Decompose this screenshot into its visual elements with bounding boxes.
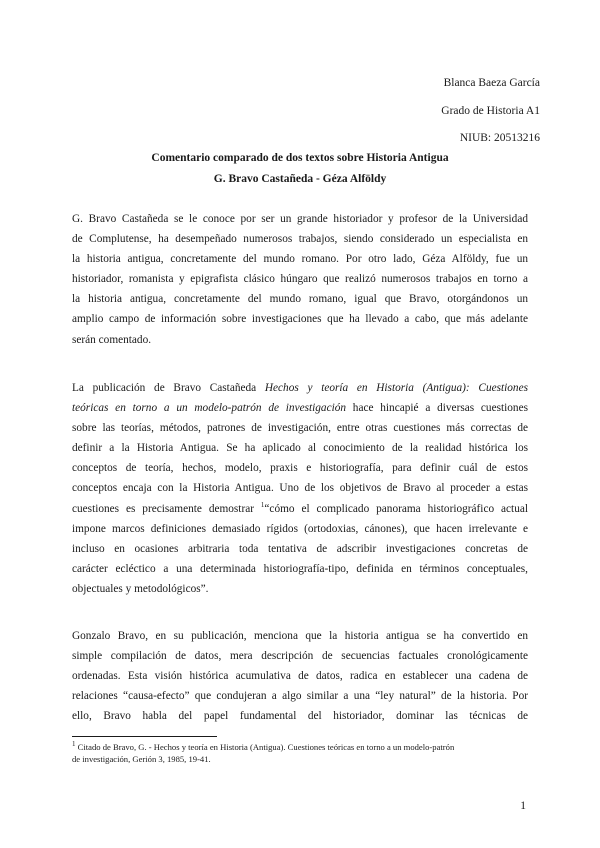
text-line: simple compilación de datos, mera descripción de secuencias factuales cronológicamente [72, 650, 528, 663]
text-line: ello, Bravo habla del papel fundamental del historiador, dominar las técnicas de [72, 710, 528, 723]
paragraph-2 [72, 378, 528, 599]
text-line: incluso en ocasiones arbitraria toda tentativa de adscribir investigaciones concretas de [72, 542, 528, 555]
author-name: Blanca Baeza García [443, 77, 540, 89]
footnote [72, 741, 528, 753]
text-line: carácter ecléctico a una determinada historiografía-tipo, definida en términos conceptuales, [72, 562, 528, 575]
text-line [72, 378, 528, 398]
text-line: la historia antigua, concretamente del mundo romano, igual que Bravo, otorgándonos un [72, 293, 528, 306]
student-id: NIUB: 20513216 [459, 132, 540, 144]
text-run: cuestiones es precisamente demostrar [72, 502, 261, 515]
text-line: de Complutense, ha desempeñado numerosos trabajos, siendo considerado un especialista en [72, 233, 528, 246]
document-title: Comentario comparado de dos textos sobre Historia Antigua [151, 152, 449, 164]
text-line: G. Bravo Castañeda se le conoce por ser un grande historiador y profesor de la Universidad [72, 213, 528, 225]
footnote-continuation: de investigación, Gerión 3, 1985, 19-41. [72, 754, 211, 764]
document-subtitle: G. Bravo Castañeda - Géza Alföldy [213, 173, 387, 185]
book-title-part-1: Hechos y teoría en Historia (Antigua): Cuestiones [264, 382, 528, 394]
text-line: objectuales y metodológicos”. [72, 582, 209, 595]
text-run: hace hincapié a diversas cuestiones [346, 402, 528, 415]
text-line: ordenadas. Esta visión histórica acumulativa de datos, radica en establecer una cadena de [72, 670, 528, 683]
footnote-reference[interactable]: 1 [260, 500, 265, 509]
text-line [72, 398, 528, 418]
paragraph-3 [72, 626, 528, 726]
text-line: sobre las teorías, métodos, patrones de investigación, entre otras cuestiones más correctas de [72, 422, 528, 435]
book-title-part-2: teóricas en torno a un modelo-patrón de investigación [72, 402, 347, 415]
text-line: Gonzalo Bravo, en su publicación, menciona que la historia antigua se ha convertido en [72, 630, 528, 642]
paragraph-1 [72, 209, 528, 350]
text-line: definir a la Historia Antigua. Se ha aplicado al conocimiento de la realidad histórica los [72, 442, 528, 455]
course-name: Grado de Historia A1 [441, 105, 540, 117]
page-number: 1 [520, 800, 526, 812]
text-line [72, 499, 528, 519]
footnote-mark: 1 [72, 740, 76, 749]
text-line: impone marcos definiciones demasiado rígidos (ortodoxias, cánones), que hacen irrelevante e [72, 522, 528, 535]
text-line: conceptos encaja con la Historia Antigua. Uno de los objetivos de Bravo al proceder a estas [72, 482, 528, 495]
text-line: relaciones “causa-efecto” que condujeran a algo similar a una “ley natural” de la historia. Por [72, 690, 528, 703]
text-line: amplio campo de información sobre investigaciones que ha llevado a cabo, que más adelante [72, 313, 528, 326]
text-run: La publicación de Bravo Castañeda [72, 382, 265, 394]
text-line: conceptos de teoría, hechos, modelo, praxis e historiografía, para definir cuál de estos [72, 462, 528, 475]
text-line: la historia antigua, concretamente del mundo romano. Por otro lado, Géza Alföldy, fue un [72, 253, 528, 266]
text-line: historiador, romanista y epigrafista clásico húngaro que realizó numerosos trabajos en torno a [72, 273, 528, 286]
text-line: serán comentado. [72, 333, 152, 346]
footnote-text: Citado de Bravo, G. - Hechos y teoría en Historia (Antigua). Cuestiones teóricas en torno a un modelo-patrón [75, 742, 455, 752]
footnote-separator [72, 736, 217, 737]
text-run: “cómo el complicado panorama historiográfico actual [264, 502, 528, 515]
